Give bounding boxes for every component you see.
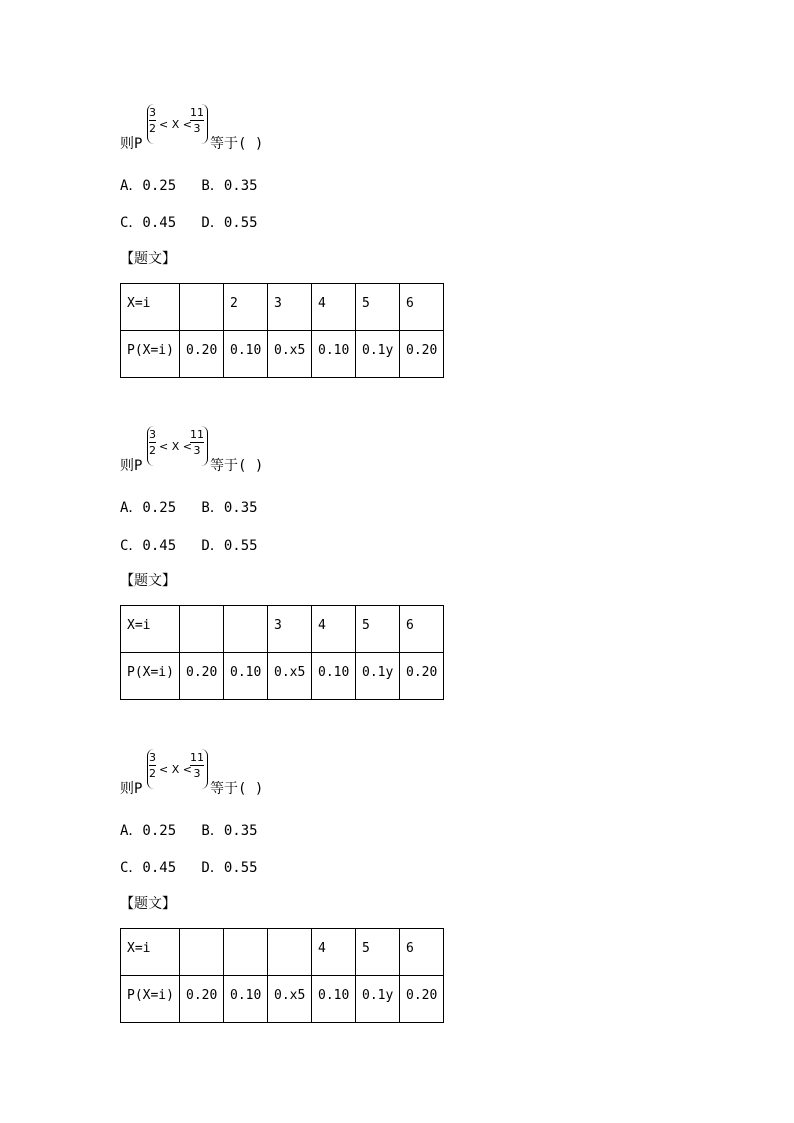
- question-block-1: [120, 104, 520, 394]
- fraction-right: 11 3: [190, 751, 204, 780]
- table-cell: P(X=i): [121, 331, 180, 378]
- table-row: [121, 284, 444, 331]
- table-cell: P(X=i): [121, 653, 180, 700]
- table-cell: X=i: [121, 929, 180, 976]
- table-cell: 3: [268, 284, 312, 331]
- probability-expression: [120, 104, 520, 156]
- table-cell: 3: [268, 606, 312, 653]
- table-cell: 0.20: [400, 976, 444, 1023]
- fraction-left: 3 2: [149, 106, 156, 135]
- expression-suffix: 等于( ): [210, 136, 264, 152]
- table-cell: 0.20: [180, 653, 224, 700]
- question-block-3: [120, 749, 520, 1039]
- table-cell: [224, 606, 268, 653]
- table-row: [121, 331, 444, 378]
- expression-prefix: 则P: [120, 458, 143, 474]
- options-line-1: A．0.25 B．0.35: [120, 823, 258, 839]
- table-cell: 0.10: [312, 976, 356, 1023]
- fraction-right: 11 3: [190, 428, 204, 457]
- fraction-right: 11 3: [190, 106, 204, 135]
- inequality-middle: < X <: [159, 440, 192, 453]
- table-cell: 4: [312, 284, 356, 331]
- table-cell: 6: [400, 929, 444, 976]
- inequality-middle: < X <: [159, 118, 192, 131]
- table-cell: 4: [312, 929, 356, 976]
- options-line-2: C．0.45 D．0.55: [120, 860, 258, 876]
- table-cell: 2: [224, 284, 268, 331]
- table-cell: [180, 284, 224, 331]
- options-line-2: C．0.45 D．0.55: [120, 538, 258, 554]
- inequality-middle: < X <: [159, 763, 192, 776]
- table-cell: 0.10: [224, 653, 268, 700]
- section-tag: 【题文】: [120, 573, 176, 589]
- distribution-table: [120, 928, 444, 1023]
- table-cell: 0.1y: [356, 331, 400, 378]
- table-row: [121, 929, 444, 976]
- table-cell: [224, 929, 268, 976]
- table-cell: 0.10: [312, 653, 356, 700]
- table-cell: 5: [356, 284, 400, 331]
- table-cell: 0.10: [224, 976, 268, 1023]
- table-cell: 0.10: [312, 331, 356, 378]
- options-line-1: A．0.25 B．0.35: [120, 178, 258, 194]
- table-cell: 0.1y: [356, 976, 400, 1023]
- table-cell: [180, 929, 224, 976]
- table-cell: X=i: [121, 606, 180, 653]
- table-cell: 0.20: [180, 976, 224, 1023]
- distribution-table: [120, 605, 444, 700]
- table-cell: 0.20: [180, 331, 224, 378]
- fraction-left: 3 2: [149, 428, 156, 457]
- table-cell: 6: [400, 284, 444, 331]
- table-cell: X=i: [121, 284, 180, 331]
- table-cell: 0.x5: [268, 331, 312, 378]
- right-paren: [201, 104, 208, 144]
- table-row: [121, 653, 444, 700]
- table-cell: 0.20: [400, 653, 444, 700]
- question-block-2: [120, 426, 520, 716]
- right-paren: [201, 749, 208, 789]
- options-line-1: A．0.25 B．0.35: [120, 500, 258, 516]
- table-cell: 5: [356, 929, 400, 976]
- table-cell: P(X=i): [121, 976, 180, 1023]
- probability-expression: [120, 426, 520, 478]
- fraction-left: 3 2: [149, 751, 156, 780]
- table-cell: 0.1y: [356, 653, 400, 700]
- table-cell: 0.x5: [268, 976, 312, 1023]
- table-cell: 5: [356, 606, 400, 653]
- section-tag: 【题文】: [120, 251, 176, 267]
- table-cell: 0.x5: [268, 653, 312, 700]
- expression-prefix: 则P: [120, 136, 143, 152]
- right-paren: [201, 426, 208, 466]
- distribution-table: [120, 283, 444, 378]
- probability-expression: [120, 749, 520, 801]
- expression-suffix: 等于( ): [210, 458, 264, 474]
- table-cell: [268, 929, 312, 976]
- table-row: [121, 976, 444, 1023]
- table-row: [121, 606, 444, 653]
- table-cell: 6: [400, 606, 444, 653]
- table-cell: 4: [312, 606, 356, 653]
- table-cell: 0.20: [400, 331, 444, 378]
- table-cell: 0.10: [224, 331, 268, 378]
- expression-prefix: 则P: [120, 781, 143, 797]
- table-cell: [180, 606, 224, 653]
- options-line-2: C．0.45 D．0.55: [120, 215, 258, 231]
- section-tag: 【题文】: [120, 896, 176, 912]
- expression-suffix: 等于( ): [210, 781, 264, 797]
